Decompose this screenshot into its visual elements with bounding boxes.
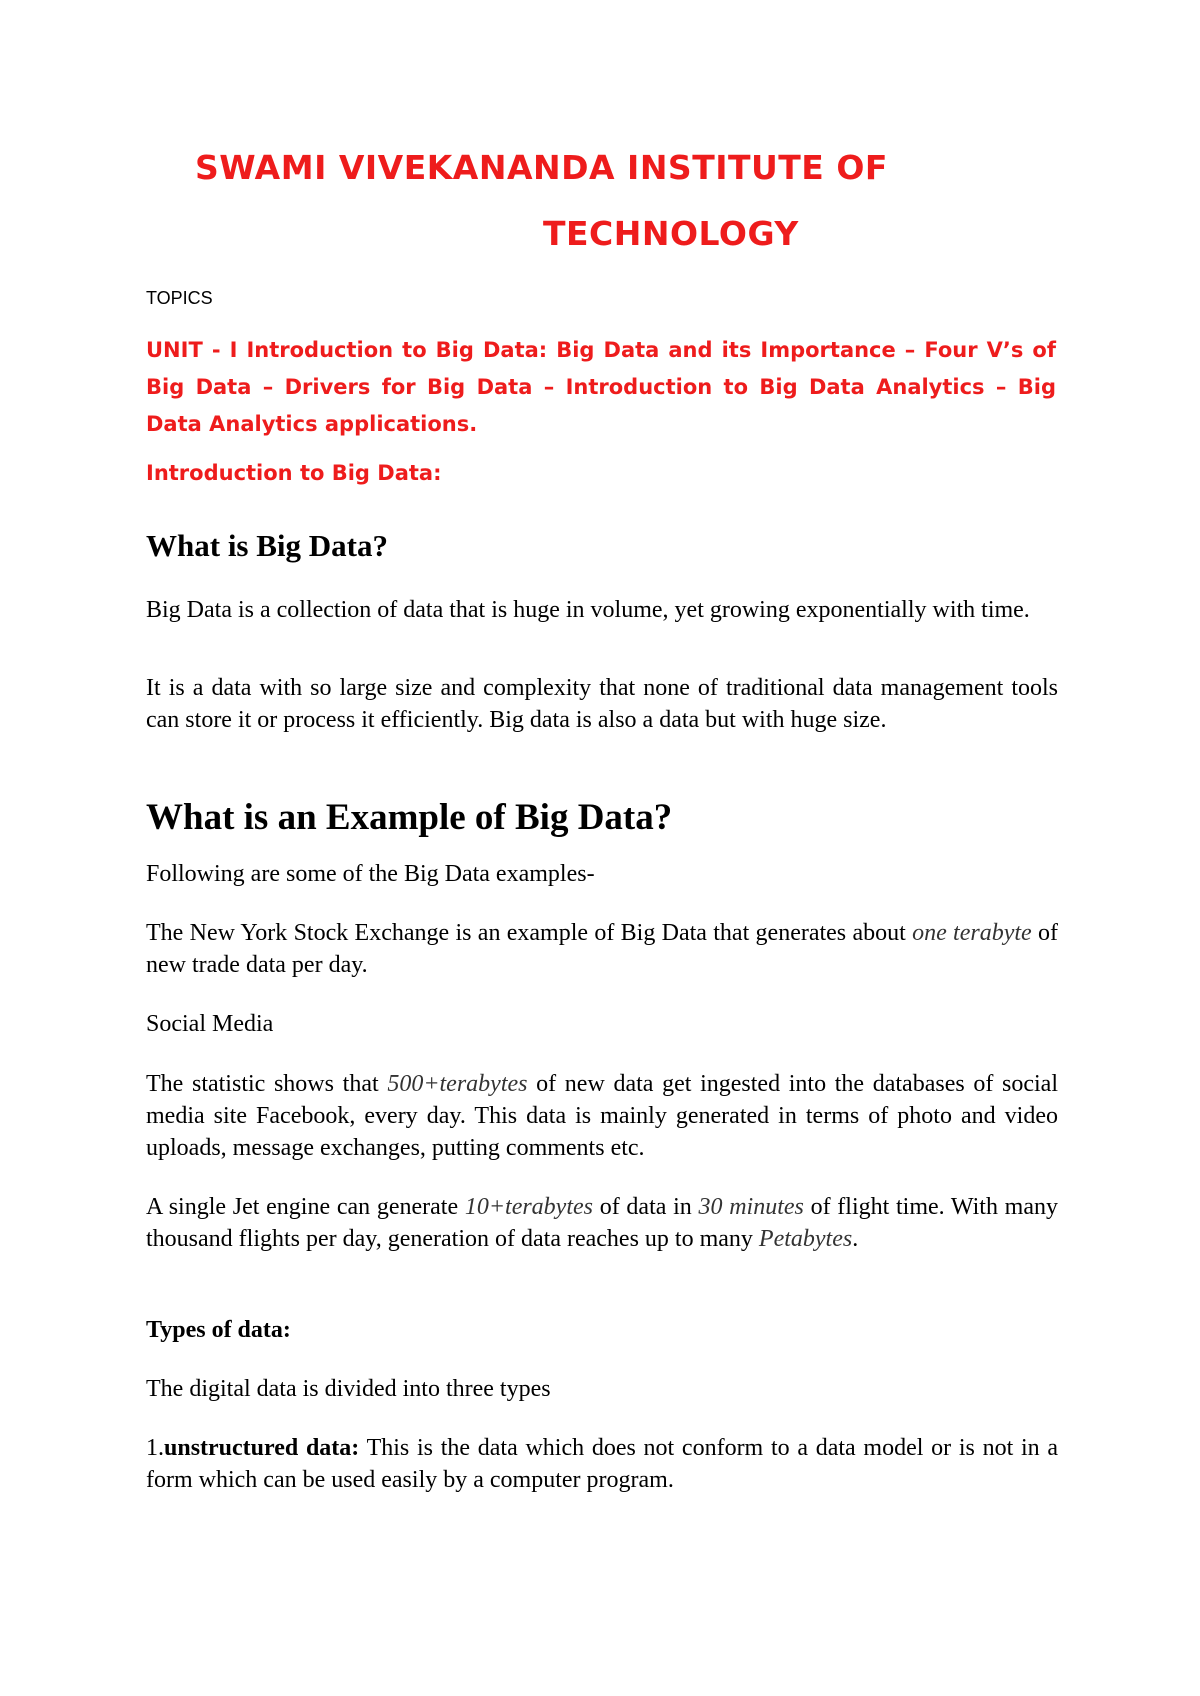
jet-text-part3: of flight time. With many thousand flights per day, generation of data reaches up to many: [146, 1194, 1058, 1252]
item1-text: This is the data which does not conform to a data model or is not in a form which can be used easily by a computer program.: [146, 1435, 1058, 1493]
jet-text-part1: A single Jet engine can generate: [146, 1194, 465, 1220]
institute-title-line2: TECHNOLOGY: [543, 214, 799, 253]
statistic-emphasis: 500+terabytes: [387, 1071, 528, 1097]
example-heading: What is an Example of Big Data?: [146, 797, 673, 838]
types-heading: [146, 1314, 1058, 1346]
item1-prefix: 1.: [146, 1435, 164, 1461]
nyse-text-after: of new trade data per day.: [146, 920, 1058, 978]
item1-label: unstructured data:: [164, 1435, 360, 1461]
jet-text-part2: of data in: [593, 1194, 699, 1220]
jet-engine-paragraph: [146, 1191, 1058, 1255]
unstructured-data-paragraph: [146, 1432, 1058, 1496]
big-data-size-paragraph: It is a data with so large size and complexity that none of traditional data management tools can store it or process it efficiently. Big data is also a data but with huge size.: [146, 675, 1058, 733]
statistic-paragraph: [146, 1068, 1058, 1164]
intro-heading: Introduction to Big Data:: [146, 461, 442, 485]
jet-text-part4: .: [852, 1226, 859, 1252]
institute-title-line1: SWAMI VIVEKANANDA INSTITUTE OF: [195, 148, 888, 187]
unit-syllabus-text: UNIT - I Introduction to Big Data: Big Data and its Importance – Four V’s of Big Data – Drivers for Big Data – Introduction to Big Data Analytics – Big Data Analytics applications.: [146, 338, 1056, 436]
statistic-text-after: of new data get ingested into the databases of social media site Facebook, every day. This data is mainly generated in terms of photo and video uploads, message exchanges, putting comments etc.: [146, 1071, 1058, 1161]
types-heading-text: Types of data:: [146, 1317, 291, 1343]
jet-emphasis-2: 30 minutes: [698, 1194, 804, 1220]
jet-emphasis-1: 10+terabytes: [464, 1194, 593, 1220]
social-media-label: Social Media: [146, 1011, 274, 1037]
what-is-big-data-heading: What is Big Data?: [146, 528, 388, 563]
topics-label: TOPICS: [146, 288, 213, 308]
statistic-text-before: The statistic shows that: [146, 1071, 388, 1097]
nyse-paragraph: [146, 917, 1058, 981]
big-data-definition-paragraph: Big Data is a collection of data that is huge in volume, yet growing exponentially with time.: [146, 597, 1030, 623]
types-intro-paragraph: The digital data is divided into three types: [146, 1376, 551, 1402]
jet-emphasis-3: Petabytes: [758, 1226, 853, 1252]
nyse-emphasis: one terabyte: [912, 920, 1032, 946]
nyse-text-before: The New York Stock Exchange is an example of Big Data that generates about: [146, 920, 913, 946]
examples-intro-paragraph: Following are some of the Big Data examples-: [146, 861, 595, 887]
